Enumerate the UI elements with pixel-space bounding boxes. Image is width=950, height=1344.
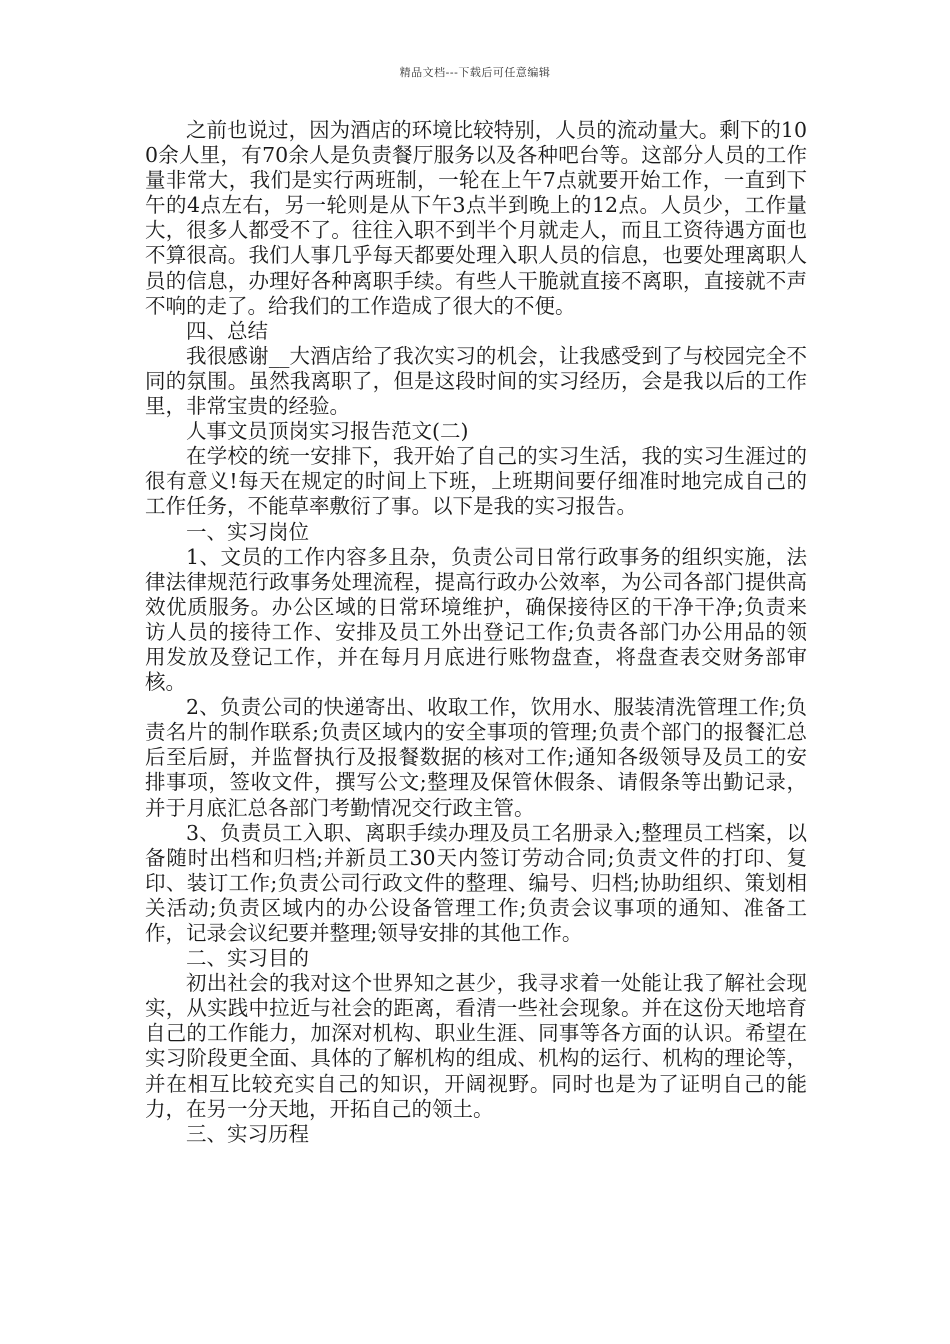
paragraph-purpose: 初出社会的我对这个世界知之甚少，我寻求着一处能让我了解社会现实，从实践中拉近与社会的距离，看清一些社会现象。并在这份天地培育自己的工作能力，加深对机构、职业生涯、同事等各方面的认识。希望在实习阶段更全面、具体的了解机构的组成、机构的运行、机构的理论等，并在相互比较充实自己的知识，开阔视野。同时也是为了证明自己的能力，在另一分天地，开拓自己的领土。 xyxy=(145,971,807,1121)
paragraph-staff-turnover: 之前也说过，因为酒店的环境比较特别，人员的流动量大。剩下的100余人里，有70余人是负责餐厅服务以及各种吧台等。这部分人员的工作量非常大，我们是实行两班制，一轮在上午7点就要开始工作，一直到下午的4点左右，另一轮则是从下午3点半到晚上的12点。人员少，工作量大，很多人都受不了。往往入职不到半个月就走人，而且工资待遇方面也不算很高。我们人事几乎每天都要处理入职人员的信息，也要处理离职人员的信息，办理好各种离职手续。有些人干脆就直接不离职，直接就不声不响的走了。给我们的工作造成了很大的不便。 xyxy=(145,118,807,318)
paragraph-duty-2: 2、负责公司的快递寄出、收取工作，饮用水、服装清洗管理工作;负责名片的制作联系;负责区域内的安全事项的管理;负责个部门的报餐汇总后至后厨，并监督执行及报餐数据的核对工作;通知各级领导及员工的安排事项，签收文件，撰写公文;整理及保管休假条、请假条等出勤记录，并于月底汇总各部门考勤情况交行政主管。 xyxy=(145,695,807,820)
document-body xyxy=(145,118,807,1147)
report-title-two: 人事文员顶岗实习报告范文(二) xyxy=(186,419,469,444)
paragraph-duty-1: 1、文员的工作内容多且杂，负责公司日常行政事务的组织实施，法律法律规范行政事务处理流程，提高行政办公效率，为公司各部门提供高效优质服务。办公区域的日常环境维护，确保接待区的干净干净;负责来访人员的接待工作、安排及员工外出登记工作;负责各部门办公用品的领用发放及登记工作，并在每月月底进行账物盘查，将盘查表交财务部审核。 xyxy=(145,544,807,695)
section-heading-process: 三、实习历程 xyxy=(186,1121,309,1146)
paragraph-thanks: 我很感谢__大酒店给了我次实习的机会，让我感受到了与校园完全不同的氛围。虽然我离职了，但是这段时间的实习经历，会是我以后的工作里，非常宝贵的经验。 xyxy=(145,343,807,419)
section-heading-summary: 四、总结 xyxy=(186,318,268,343)
section-heading-purpose: 二、实习目的 xyxy=(186,946,309,971)
paragraph-intro: 在学校的统一安排下，我开始了自己的实习生活，我的实习生涯过的很有意义!每天在规定的时间上下班，上班期间要仔细准时地完成自己的工作任务，不能草率敷衍了事。以下是我的实习报告。 xyxy=(145,444,807,519)
section-heading-position: 一、实习岗位 xyxy=(186,519,309,544)
paragraph-duty-3: 3、负责员工入职、离职手续办理及员工名册录入;整理员工档案，以备随时出档和归档;并新员工30天内签订劳动合同;负责文件的打印、复印、装订工作;负责公司行政文件的整理、编号、归档;协助组织、策划相关活动;负责区域内的办公设备管理工作;负责会议事项的通知、准备工作，记录会议纪要并整理;领导安排的其他工作。 xyxy=(145,820,807,945)
page-header: 精品文档---下载后可任意编辑 xyxy=(399,66,551,79)
